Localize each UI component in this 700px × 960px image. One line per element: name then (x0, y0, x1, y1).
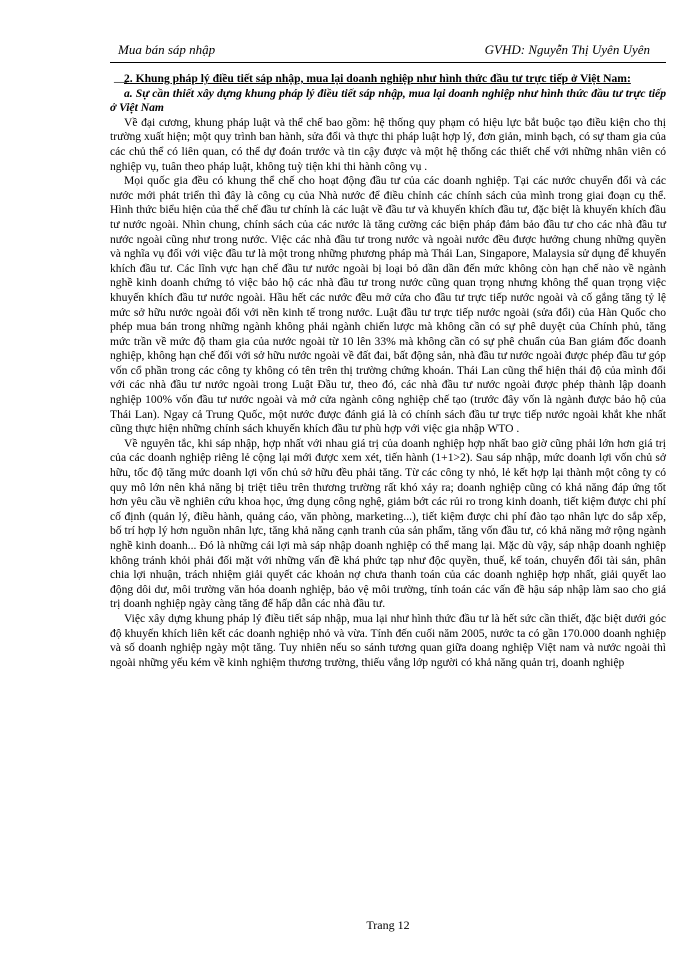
header-rule (110, 62, 666, 63)
header-title: Mua bán sáp nhập (118, 42, 216, 57)
running-header (110, 42, 666, 62)
paragraph: Về nguyên tắc, khi sáp nhập, hợp nhất với nhau giá trị của doanh nghiệp hợp nhất bao giờ cũng phải lớn hơn giá trị của các doanh nghiệp riêng lẻ cộng lại mới được xem xét, tiến hành (1+1>2). Sau sáp nhập, mức doanh lợi vốn chủ sở hữu, tốc độ tăng mức doanh lợi vốn chủ sở hữu đều phải tăng. Từ các công ty nhỏ, lẻ kết hợp lại thành một công ty có quy mô lớn nên khả năng bị triệt tiêu trên thương trường rất khó xảy ra; doanh nghiệp cũng có khả năng đáp ứng tốt hơn yêu cầu về nghiên cứu khoa học, ứng dụng công nghệ, giảm bớt các rủi ro trong kinh doanh, tiết kiệm được chi phí cố định (quản lý, điều hành, quảng cáo, văn phòng, marketing...), tiết kiệm được chi phí đào tạo nhân lực do sắp xếp, bố trí hợp lý hơn nguồn nhân lực, tăng khả năng cạnh tranh của sản phẩm, tăng vốn đầu tư, có khả năng mở rộng ngành nghề kinh doanh... Đó là những cái lợi mà sáp nhập doanh nghiệp có thể mang lại. Mặc dù vậy, sáp nhập doanh nghiệp không tránh khỏi phải đối mặt với những vấn đề khá phức tạp như độc quyền, thuế, kế toán, chuyển đổi tài sản, phân chia lợi nhuận, trách nhiệm giải quyết các khoản nợ chưa thanh toán của các doanh nghiệp hợp nhất, giải quyết lao động dôi dư, môi trường văn hóa doanh nghiệp, bảo vệ môi trường, tính toán các vấn đề hậu sáp nhập làm sao cho giá trị doanh nghiệp ngày càng tăng để hấp dẫn các nhà đầu tư. (110, 436, 666, 611)
header-instructor: GVHD: Nguyễn Thị Uyên Uyên (484, 42, 650, 57)
paragraph: Việc xây dựng khung pháp lý điều tiết sáp nhập, mua lại như hình thức đầu tư là hết sức cần thiết, đặc biệt dưới góc độ khuyến khích liên kết các doanh nghiệp nhỏ và vừa. Tính đến cuối năm 2005, nước ta có gần 170.000 doanh nghiệp và số doanh nghiệp ngày một tăng. Tuy nhiên nếu so sánh tương quan giữa doang nghiệp Việt nam và nước ngoài thì ngoài những yếu kém về kinh nghiệm thương trường, thiếu vắng lớp người có khả năng quản trị, doanh nghiệp (110, 611, 666, 669)
paragraph: Mọi quốc gia đều có khung thể chế cho hoạt động đầu tư của các doanh nghiệp. Tại các nước chuyển đổi và các nước mới phát triển thì đây là công cụ của Nhà nước để điều chỉnh các chính sách của mình trong giai đoạn cụ thể. Hình thức biểu hiện của thể chế đầu tư chính là các luật về đầu tư và khuyến khích đầu tư, đặc biệt là khuyến khích đầu tư nước ngoài. Nhìn chung, chính sách của các nước là tăng cường các biện pháp đảm bảo đầu tư cho các nhà đầu tư nước ngoài cũng như trong nước. Việc các nhà đầu tư trong nước và ngoài nước đều được hưởng chung những quyền và nghĩa vụ đối với việc đầu tư là một trong những phương pháp mà Thái Lan, Singapore, Malaysia sử dụng để khuyến khích đầu tư. Các lĩnh vực hạn chế đầu tư nước ngoài bị loại bỏ dần dần đến mức không còn hạn chế nào về ngành nghề kinh doanh chứng tỏ việc bảo hộ các nhà đầu tư trong nước cũng quan trọng nhưng không thể quan trọng việc khuyến khích đầu tư nước ngoài. Hầu hết các nước đều mở cửa cho đầu tư trực tiếp nước ngoài và cố gắng tăng tỷ lệ mức sở hữu nước ngoài đối với nền kinh tế trong nước. Luật đầu tư trực tiếp nước ngoài (sửa đổi) của Hàn Quốc cho phép mua bán trong những ngành không phải ngành chiến lược mà không cần có sự phê duyệt của Chính phủ, tăng mức trần về mức độ tham gia của nước ngoài từ 10 lên 33% mà không cần có sự phê chuẩn của Ban giám đốc doanh nghiệp, không hạn chế đối với sở hữu nước ngoài về đất đai, bất động sản, nhà đầu tư nước ngoài được phép đầu tư góp vốn cổ phần trong các công ty không có tên trên thị trường chứng khoán. Thái Lan cũng thể hiện thái độ của mình đối với các nhà đầu tư nước ngoài trong Luật Đầu tư, theo đó, các nhà đầu tư nước ngoài được phép thành lập doanh nghiệp 100% vốn đầu tư nước ngoài và mở cửa ngành công nghiệp chế tạo (trước đây vốn là ngành được bảo hộ của Thái Lan). Ngay cả Trung Quốc, một nước được đánh giá là có chính sách đầu tư trực tiếp nước ngoài khắt khe nhất cũng thực hiện những chính sách khuyến khích đầu tư phù hợp với việc gia nhập WTO . (110, 174, 666, 436)
section-subheading: a. Sự cần thiết xây dựng khung pháp lý điều tiết sáp nhập, mua lại doanh nghiệp như hình thức đầu tư trực tiếp ở Việt Nam (110, 86, 666, 115)
paragraph: Về đại cương, khung pháp luật và thể chế bao gồm: hệ thống quy phạm có hiệu lực bắt buộc tạo điều kiện cho thị trường xuất hiện; một quy trình ban hành, sửa đổi và thực thi pháp luật hợp lý, đơn giản, minh bạch, có sự tham gia của các chủ thể có liên quan, có thể dự đoán trước và tin cậy được và một hệ thống các thiết chế với những nhân viên có nghiệp vụ, tuân theo pháp luật, không tuỳ tiện khi thi hành công vụ . (110, 115, 666, 173)
document-body (110, 72, 666, 670)
section-heading: 2. Khung pháp lý điều tiết sáp nhập, mua lại doanh nghiệp như hình thức đầu tư trực tiếp ở Việt Nam: (124, 72, 631, 85)
document-page (110, 30, 666, 960)
page-number: Trang 12 (366, 918, 410, 932)
margin-mark: __ (114, 69, 127, 84)
